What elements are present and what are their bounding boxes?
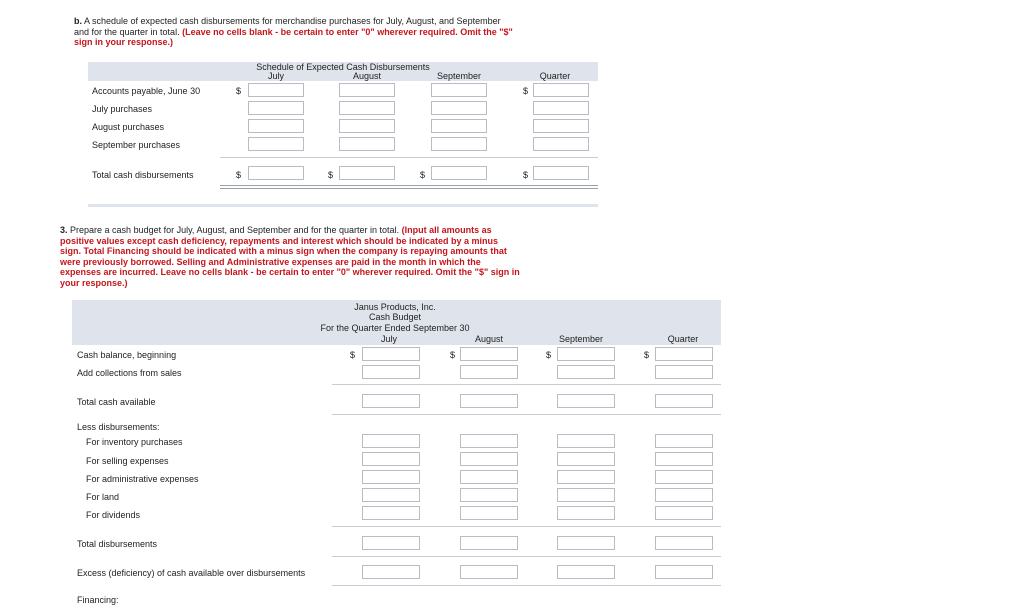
budget-input-beginning-july[interactable] xyxy=(362,347,420,361)
budget-input-beginning-august[interactable] xyxy=(460,347,518,361)
schedule-total-quarter[interactable] xyxy=(533,166,589,180)
schedule-row-label: August purchases xyxy=(92,122,165,132)
budget-row-label: Total cash available xyxy=(77,397,156,407)
schedule-col-september: September xyxy=(436,71,482,81)
part-3-question xyxy=(60,225,520,288)
dollar-sign: $ xyxy=(644,350,650,360)
schedule-total-label: Total cash disbursements xyxy=(92,170,194,180)
divider xyxy=(332,414,721,415)
schedule-total-september[interactable] xyxy=(431,166,487,180)
budget-input-collections-august[interactable] xyxy=(460,365,518,379)
budget-input-selling-september[interactable] xyxy=(557,452,615,466)
schedule-input-aug-purch-quarter[interactable] xyxy=(533,119,589,133)
budget-input-available-september[interactable] xyxy=(557,394,615,408)
budget-input-totaldisb-quarter[interactable] xyxy=(655,536,713,550)
schedule-col-august: August xyxy=(352,71,382,81)
scrollbar[interactable] xyxy=(88,204,598,207)
budget-input-available-august[interactable] xyxy=(460,394,518,408)
part-3-text: Prepare a cash budget for July, August, and September and for the quarter in total. xyxy=(70,225,400,235)
budget-row-label: Add collections from sales xyxy=(77,368,182,378)
budget-row-label: For inventory purchases xyxy=(86,437,183,447)
dollar-sign: $ xyxy=(523,170,529,180)
budget-input-admin-august[interactable] xyxy=(460,470,518,484)
schedule-input-sep-purch-july[interactable] xyxy=(248,137,304,151)
schedule-input-sep-purch-september[interactable] xyxy=(431,137,487,151)
schedule-total-august[interactable] xyxy=(339,166,395,180)
budget-input-inventory-august[interactable] xyxy=(460,434,518,448)
budget-input-land-july[interactable] xyxy=(362,488,420,502)
dollar-sign: $ xyxy=(450,350,456,360)
schedule-input-july-purch-august[interactable] xyxy=(339,101,395,115)
part-b-text: A schedule of expected cash disbursements for merchandise purchases for July, August, and September and for the quarter in total. xyxy=(74,16,501,37)
budget-col-july: July xyxy=(380,334,397,344)
budget-row-label: For land xyxy=(86,492,120,502)
budget-input-land-august[interactable] xyxy=(460,488,518,502)
budget-input-excess-july[interactable] xyxy=(362,565,420,579)
budget-input-totaldisb-september[interactable] xyxy=(557,536,615,550)
budget-input-inventory-july[interactable] xyxy=(362,434,420,448)
budget-input-totaldisb-july[interactable] xyxy=(362,536,420,550)
budget-col-august: August xyxy=(474,334,504,344)
schedule-row-label: Accounts payable, June 30 xyxy=(92,86,201,96)
budget-row-label: For selling expenses xyxy=(86,456,169,466)
dollar-sign: $ xyxy=(236,170,242,180)
part-b-question xyxy=(74,16,514,48)
company-name: Janus Products, Inc. xyxy=(354,302,436,312)
divider xyxy=(332,526,721,527)
budget-input-dividends-august[interactable] xyxy=(460,506,518,520)
schedule-input-july-purch-september[interactable] xyxy=(431,101,487,115)
dollar-sign: $ xyxy=(420,170,426,180)
budget-input-selling-july[interactable] xyxy=(362,452,420,466)
schedule-input-ap-september[interactable] xyxy=(431,83,487,97)
dollar-sign: $ xyxy=(328,170,334,180)
budget-input-admin-quarter[interactable] xyxy=(655,470,713,484)
budget-input-collections-quarter[interactable] xyxy=(655,365,713,379)
divider xyxy=(332,384,721,385)
budget-input-admin-july[interactable] xyxy=(362,470,420,484)
budget-input-selling-august[interactable] xyxy=(460,452,518,466)
schedule-input-aug-purch-august[interactable] xyxy=(339,119,395,133)
budget-input-land-quarter[interactable] xyxy=(655,488,713,502)
schedule-input-ap-july[interactable] xyxy=(248,83,304,97)
dollar-sign: $ xyxy=(236,86,242,96)
budget-input-beginning-september[interactable] xyxy=(557,347,615,361)
divider xyxy=(220,157,598,158)
budget-title: Cash Budget xyxy=(368,312,422,322)
budget-col-quarter: Quarter xyxy=(667,334,699,344)
divider xyxy=(332,585,721,586)
divider xyxy=(220,185,598,186)
budget-row-label: For dividends xyxy=(86,510,141,520)
budget-input-dividends-september[interactable] xyxy=(557,506,615,520)
budget-input-collections-september[interactable] xyxy=(557,365,615,379)
budget-section-label: Financing: xyxy=(77,595,119,605)
part-3-instruction: (Input all amounts as positive values except cash deficiency, repayments and interest which should be indicated by a minus sign. Total Financing should be indicated with a minus sign when the company is repaying amounts that were previously borrowed. Selling and Administrative expenses are paid in the month in which the expenses are incurred. Leave no cells blank - be certain to enter "0" wherever required. Omit the "$" sign in your response.) xyxy=(60,225,520,288)
divider xyxy=(220,188,598,189)
budget-row-label: Cash balance, beginning xyxy=(77,350,177,360)
budget-input-excess-august[interactable] xyxy=(460,565,518,579)
schedule-total-july[interactable] xyxy=(248,166,304,180)
schedule-title: Schedule of Expected Cash Disbursements xyxy=(256,62,430,72)
part-b-label: b. xyxy=(74,16,82,26)
budget-input-totaldisb-august[interactable] xyxy=(460,536,518,550)
part-b-instruction: (Leave no cells blank - be certain to enter "0" wherever required. Omit the "$" sign in your response.) xyxy=(74,26,513,47)
budget-col-september: September xyxy=(558,334,604,344)
budget-input-collections-july[interactable] xyxy=(362,365,420,379)
budget-row-label: Excess (deficiency) of cash available over disbursements xyxy=(77,568,306,578)
budget-input-beginning-quarter[interactable] xyxy=(655,347,713,361)
budget-row-label: Total disbursements xyxy=(77,539,158,549)
schedule-col-quarter: Quarter xyxy=(539,71,571,81)
schedule-input-sep-purch-quarter[interactable] xyxy=(533,137,589,151)
budget-input-dividends-quarter[interactable] xyxy=(655,506,713,520)
budget-input-available-quarter[interactable] xyxy=(655,394,713,408)
schedule-input-july-purch-quarter[interactable] xyxy=(533,101,589,115)
budget-section-label: Less disbursements: xyxy=(77,422,160,432)
schedule-input-july-purch-july[interactable] xyxy=(248,101,304,115)
budget-input-inventory-quarter[interactable] xyxy=(655,434,713,448)
dollar-sign: $ xyxy=(523,86,529,96)
budget-input-excess-september[interactable] xyxy=(557,565,615,579)
part-3-label: 3. xyxy=(60,225,68,235)
budget-input-available-july[interactable] xyxy=(362,394,420,408)
schedule-col-july: July xyxy=(267,71,284,81)
budget-input-excess-quarter[interactable] xyxy=(655,565,713,579)
budget-period: For the Quarter Ended September 30 xyxy=(320,323,470,333)
schedule-input-aug-purch-july[interactable] xyxy=(248,119,304,133)
budget-input-dividends-july[interactable] xyxy=(362,506,420,520)
schedule-input-ap-august[interactable] xyxy=(339,83,395,97)
schedule-input-ap-quarter[interactable] xyxy=(533,83,589,97)
budget-row-label: For administrative expenses xyxy=(86,474,199,484)
schedule-input-aug-purch-september[interactable] xyxy=(431,119,487,133)
divider xyxy=(332,556,721,557)
budget-input-inventory-september[interactable] xyxy=(557,434,615,448)
budget-input-admin-september[interactable] xyxy=(557,470,615,484)
dollar-sign: $ xyxy=(350,350,356,360)
schedule-row-label: September purchases xyxy=(92,140,181,150)
budget-input-land-september[interactable] xyxy=(557,488,615,502)
schedule-input-sep-purch-august[interactable] xyxy=(339,137,395,151)
budget-input-selling-quarter[interactable] xyxy=(655,452,713,466)
schedule-row-label: July purchases xyxy=(92,104,153,114)
dollar-sign: $ xyxy=(546,350,552,360)
